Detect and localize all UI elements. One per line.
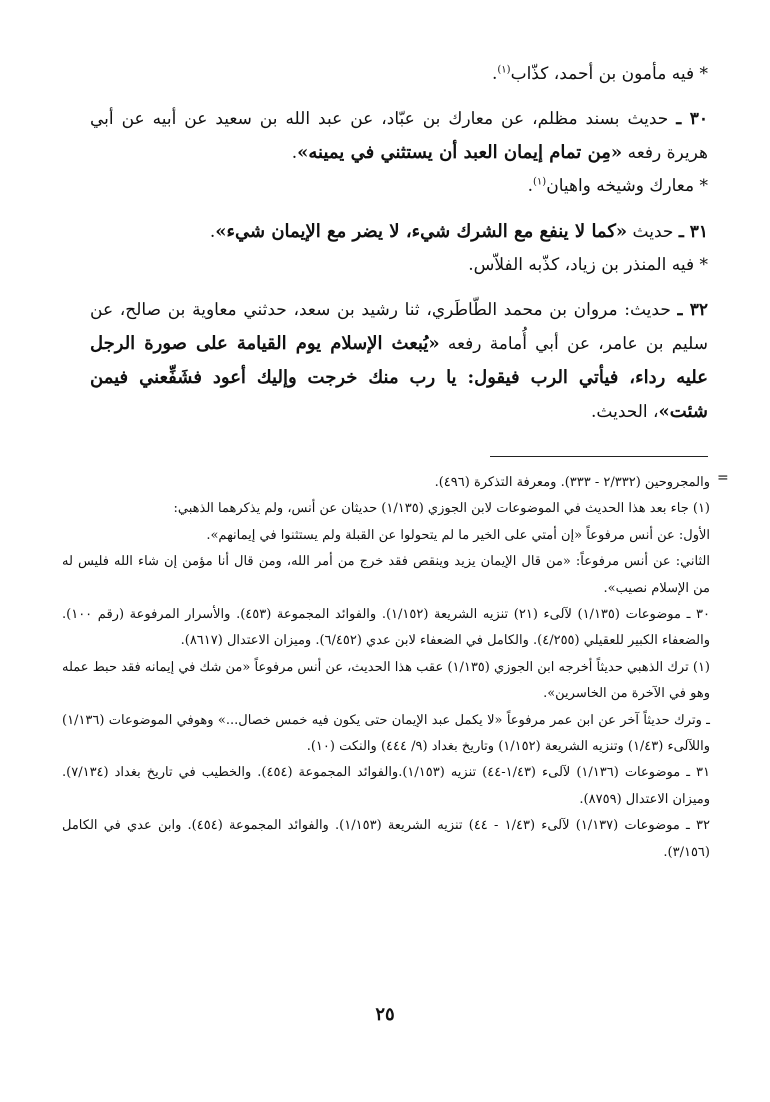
hadith-number: ٣٠ ـ: [676, 109, 709, 129]
footnote-1-first: الأول: عن أنس مرفوعاً «إن أمتي على الخير ما لم يتحولوا عن القبلة ولم يستثنوا في إيمانهم».: [206, 527, 710, 543]
source-note-30: ٣٠ ـ موضوعات (١/١٣٥) لآلىء (٢١) تنزيه الشريعة (١/١٥٢). والفوائد المجموعة (٤٥٣). والأسرار المرفوعة (رقم ١٠٠). والضعفاء الكبير للعقيلي (٤/٢٥٥). والكامل في الضعفاء لابن عدي (٦/٤٥٢). وميزان الاعتدال (٨٦١٧).: [62, 607, 711, 649]
footnote-divider: [490, 456, 708, 457]
note-maarik: * معارك وشيخه واهيان$^{(١)}$.: [527, 176, 708, 196]
footnote-ref-1: (١): [497, 64, 511, 76]
source-note-32: ٣٢ ـ موضوعات (١/١٣٧) لآلىء (١/٤٣ - ٤٤) تنزيه الشريعة (١/١٥٣). والفوائد المجموعة (٤٥٤). وابن عدي في الكامل (٣/١٥٦).: [62, 818, 710, 860]
footnote-ref-2: (١): [533, 176, 547, 188]
hadith-number: ٣٢ ـ: [677, 300, 709, 320]
main-text: [90, 58, 708, 429]
note-mamun: * فيه مأمون بن أحمد، كذّاب$^{(١)}$.: [491, 64, 708, 84]
hadith-number: ٣١ ـ: [678, 222, 708, 242]
hadith-32: ٣٢ ـ حديث: مروان بن محمد الطّاطَري، ثنا رشيد بن سعد، حدثني معاوية بن صالح، عن سليم بن عامر، عن أبي أُمامة رفعه «يُبعث الإسلام يوم القيامة على صورة الرجل عليه رداء، فيأتي الرب فيقول: يا رب منك خرجت وإليك أعود فشَفِّعني فيمن شئت»، الحديث.: [90, 300, 709, 422]
hadith-matn: «يُبعث الإسلام يوم القيامة على صورة الرجل عليه رداء، فيأتي الرب فيقول: يا رب منك خرجت وإليك أعود فشَفِّعني فيمن شئت»: [90, 333, 708, 422]
footnote-2: (١) ترك الذهبي حديثاً أخرجه ابن الجوزي (١/١٣٥) عقب هذا الحديث، عن أنس مرفوعاً «من شك في إيمانه فقد حبط عمله وهو في الآخرة من الخاسرين».: [62, 659, 710, 702]
page-number: ٢٥: [375, 1004, 395, 1025]
footnote-1: (١) جاء بعد هذا الحديث في الموضوعات لابن الجوزي (١/١٣٥) حديثان عن أنس، ولم يذكرهما الذهبي:: [173, 501, 710, 517]
footnote-1-second: الثاني: عن أنس مرفوعاً: «من قال الإيمان يزيد وينقص فقد خرج من أمر الله، ومن قال أنا مؤمن إن شاء الله فليس له من الإسلام نصيب».: [62, 554, 710, 596]
footnotes: [62, 470, 710, 866]
note-mundhir: * فيه المنذر بن زياد، كذّبه الفلاّس.: [468, 255, 708, 275]
hadith-31: ٣١ ـ حديث «كما لا ينفع مع الشرك شيء، لا يضر مع الإيمان شيء».: [209, 221, 708, 242]
footnote-continuation: والمجروحين (٢/٣٣٢ - ٣٣٣). ومعرفة التذكرة (٤٩٦).: [434, 475, 710, 490]
hadith-matn: «مِن تمام إيمان العبد أن يستثني في يمينه»: [297, 142, 623, 163]
source-note-31: ٣١ ـ موضوعات (١/١٣٦) لآلىء (١/٤٣-٤٤) تنزيه (١/١٥٣).والفوائد المجموعة (٤٥٤). والخطيب في تاريخ بغداد (٧/١٣٤). وميزان الاعتدال (٨٧٥٩).: [62, 765, 711, 807]
footnote-2-extra: ـ وترك حديثاً آخر عن ابن عمر مرفوعاً «لا يكمل عبد الإيمان حتى يكون فيه خمس خصال...» وهوفي الموضوعات (١/١٣٦) واللآلىء (١/٤٣) وتنزيه الشريعة (١/١٥٢) وتاريخ بغداد (٩/ ٤٤٤) والنكت (١٠).: [62, 712, 710, 755]
hadith-matn: «كما لا ينفع مع الشرك شيء، لا يضر مع الإيمان شيء»: [215, 221, 628, 242]
hadith-30: ٣٠ ـ حديث بسند مظلم، عن معارك بن عبّاد، عن عبد الله بن سعيد عن أبيه عن أبي هريرة رفعه «مِن تمام إيمان العبد أن يستثني في يمينه».: [90, 109, 709, 163]
continuation-mark: =: [717, 470, 729, 486]
